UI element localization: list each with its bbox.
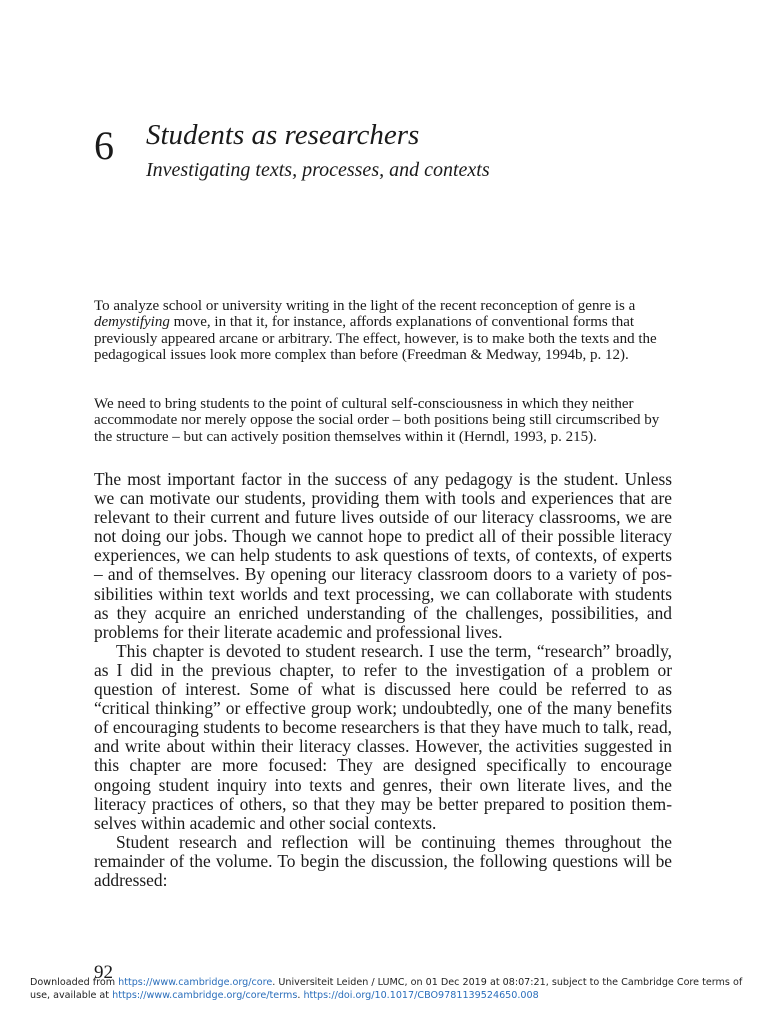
footer-text-3: . [297,990,304,1001]
page-number: 92 [94,962,113,983]
epigraph-1-text [94,298,672,364]
body-paragraph-2: This chapter is devoted to student research. I use the term, “research” broadly, as I did in the previous chapter, to refer to the investigation of a problem or question of interest. Some of what is discussed here could be referred to as “critical thinking” or effective group work; undoubtedly, one of the many benefits of encouraging students to become researchers is that they have much to talk, read, and write about within their literacy classes. However, the activities suggested in this chapter are more focused: They are designed specifically to encourage ongoing student inquiry into texts and genres, their own literate lives, and the literacy practices of others, so that they may be better prepared to position themselves within academic and other social contexts. [94,640,672,833]
chapter-number: 6 [94,123,114,168]
epigraph-1-emphasis: demystifying [94,314,170,331]
body-text [94,470,672,890]
footer-link-terms[interactable]: https://www.cambridge.org/core/terms [112,990,298,1001]
epigraph-2 [94,396,672,445]
footer-text-2: . Universiteit Leiden / LUMC, on 01 Dec 2019 at 08:07:21, subject to the Cambridge Core terms of use, available at [30,977,743,1001]
download-footer [30,976,750,1002]
body-paragraph-3: Student research and reflection will be continuing themes throughout the remainder of the volume. To begin the discussion, the following questions will be addressed: [94,831,672,890]
footer-link-doi[interactable]: https://doi.org/10.1017/CBO9781139524650.008 [303,990,539,1001]
footer-text-1: Downloaded from [30,977,119,988]
epigraph-1-pre: To analyze school or university writing in the light of the recent reconception of genre is a [94,298,636,314]
footer-link-core[interactable]: https://www.cambridge.org/core [118,977,273,988]
chapter-title: Students as researchers [146,119,420,151]
epigraph-1-post: move, in that it, for instance, affords explanations of conventional forms that previously appeared arcane or arbitrary. The effect, however, is to make both the texts and the pedagogical issues look more complex than before (Freedman & Medway, 1994b, p. 12). [94,314,657,364]
body-paragraph-1: The most important factor in the success of any pedagogy is the student. Unless we can motivate our students, providing them with tools and experiences that are relevant to their current and future lives outside of our literacy classrooms, we are not doing our jobs. Though we cannot hope to predict all of their possible literacy experiences, we can help students to ask questions of texts, of contexts, of experts – and of themselves. By opening our literacy classroom doors to a variety of possibilities within text worlds and text processing, we can collaborate with students as they acquire an enriched understanding of the challenges, possibilities, and problems for their literate academic and professional lives. [94,469,672,642]
epigraph-2-text: We need to bring students to the point of cultural self-consciousness in which they neither accommodate nor merely oppose the social order – both positions being still circumscribed by the structure – but can actively position themselves within it (Herndl, 1993, p. 215). [94,396,660,445]
chapter-subtitle: Investigating texts, processes, and contexts [146,159,490,181]
epigraph-1 [94,298,672,364]
